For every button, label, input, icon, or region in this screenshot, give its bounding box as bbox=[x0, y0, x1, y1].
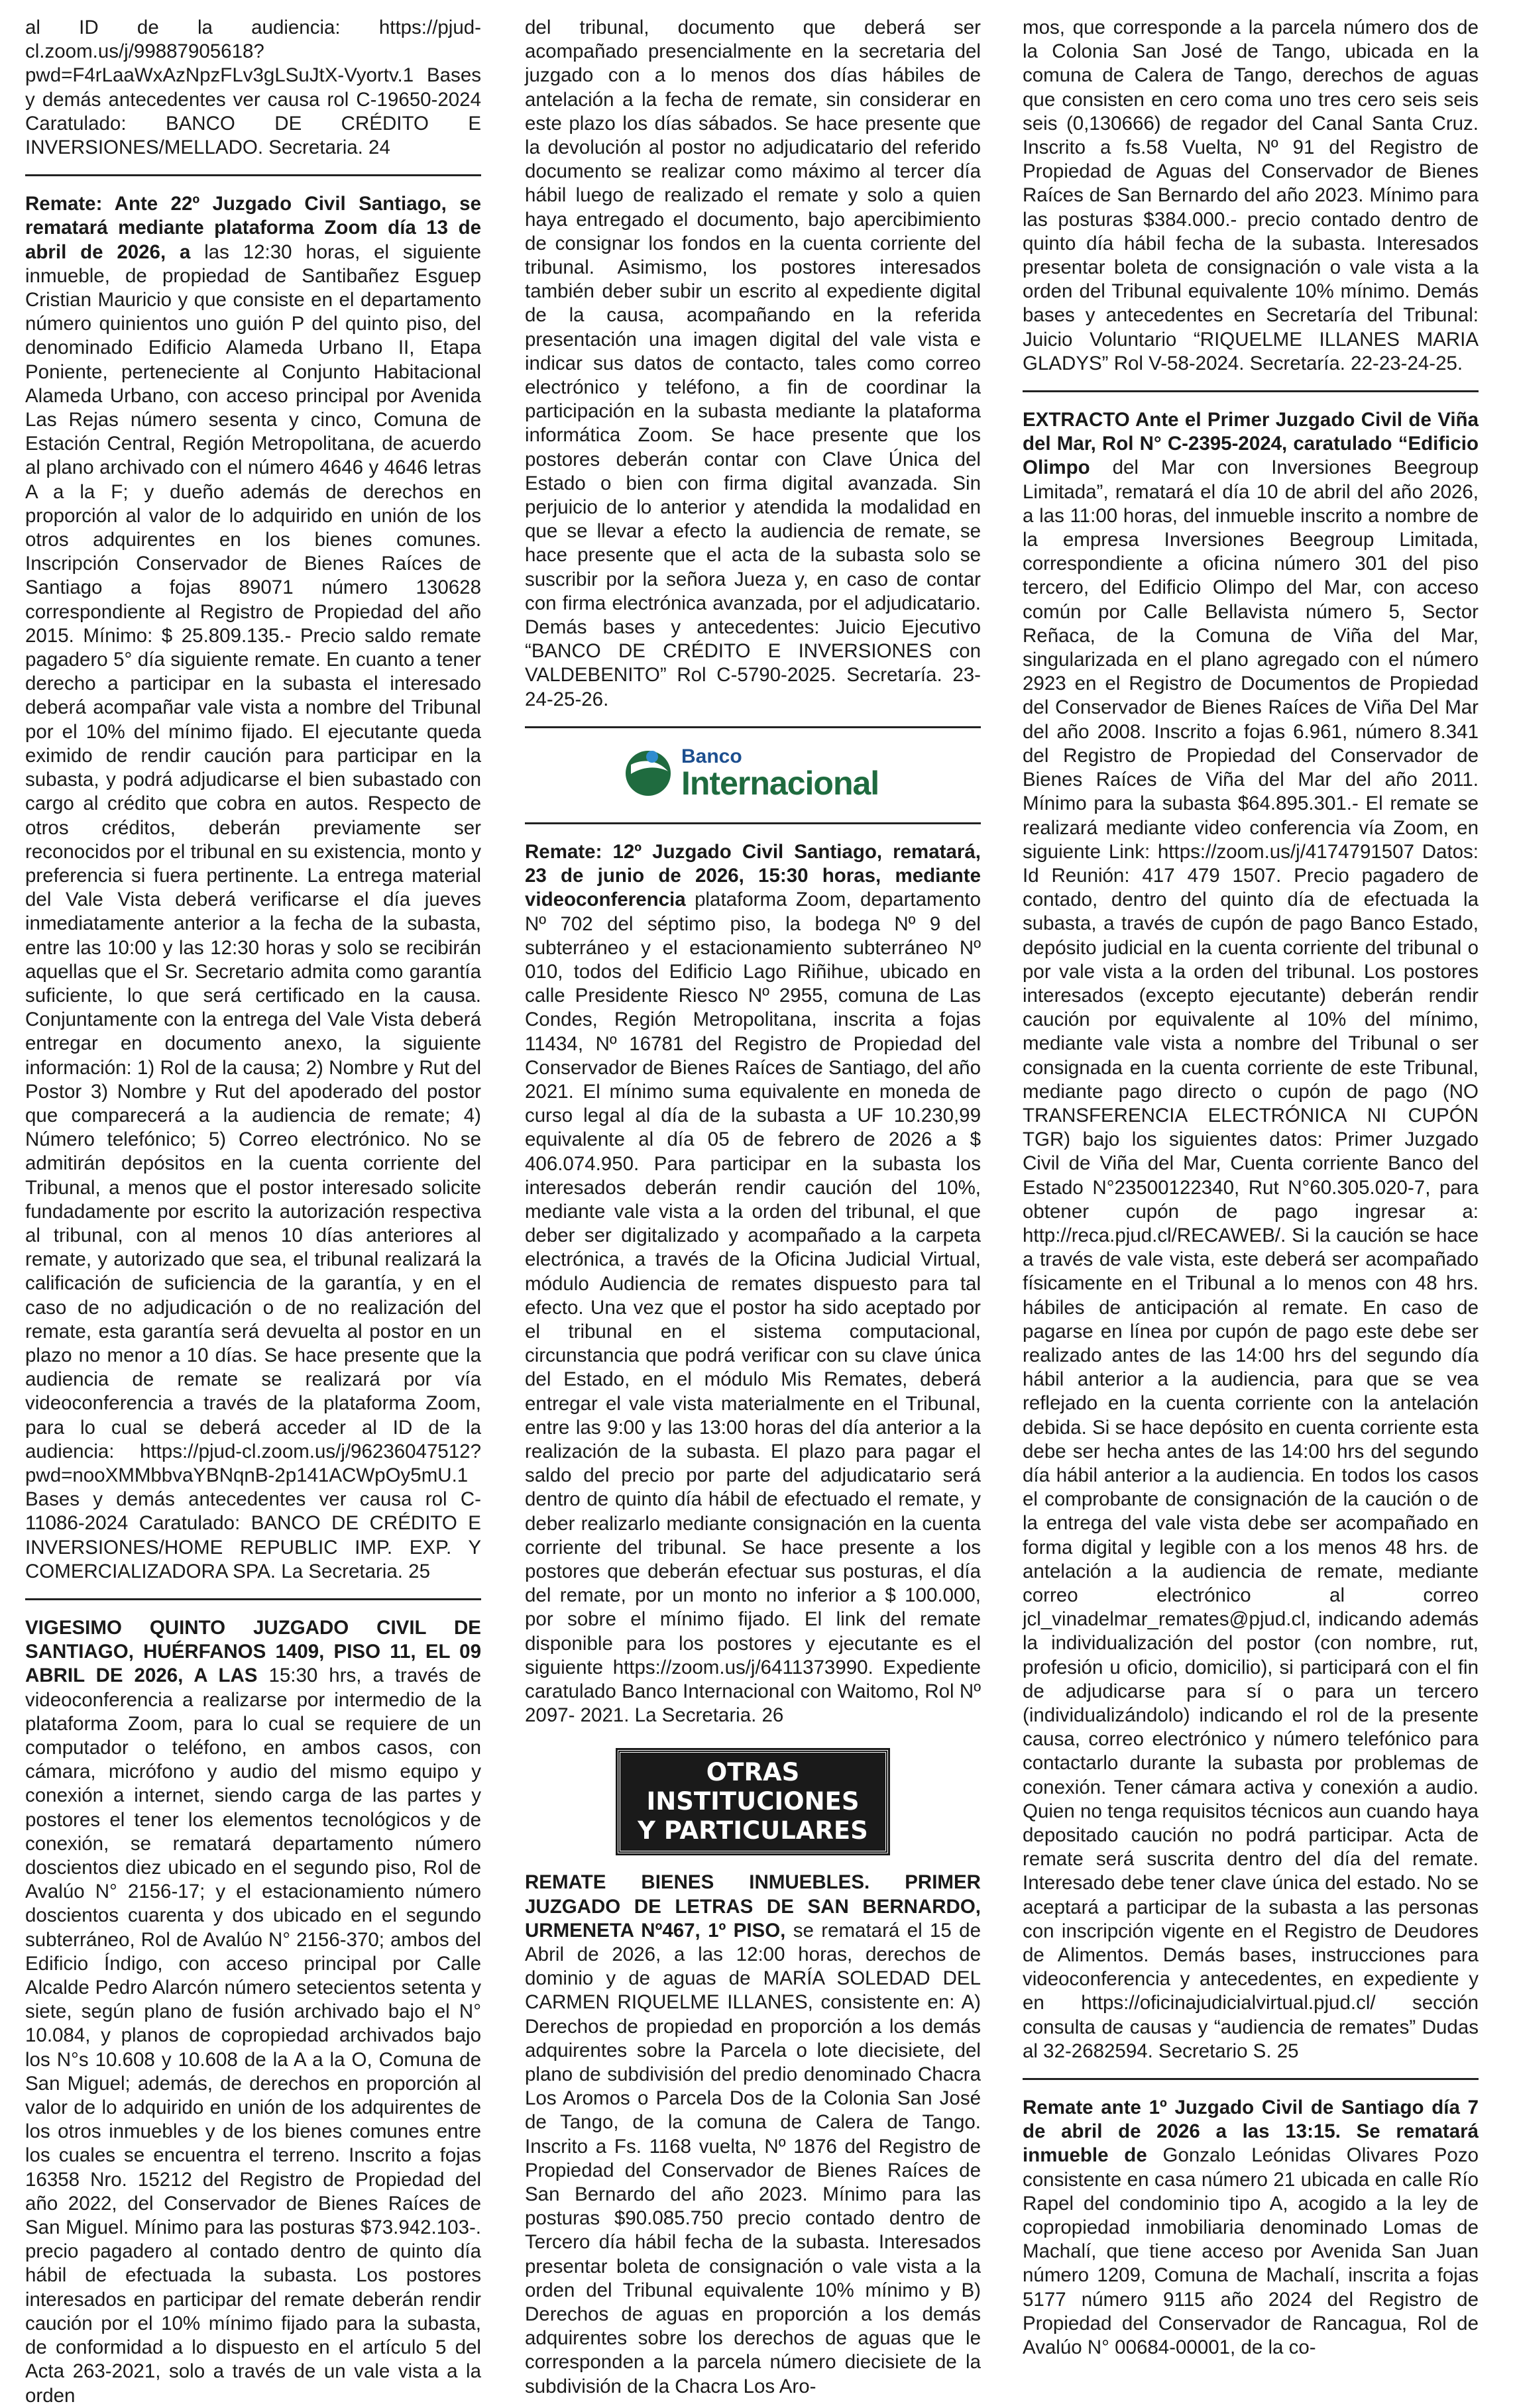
notice-body: mos, que corresponde a la parcela número dos de la Colonia San José de Tango, ubicada en la comuna de Calera de Tango, derechos de aguas que consisten en cero coma uno tres cero seis seis seis (0,130666) de regador del Canal Santa Cruz. Inscrito a fs.58 Vuelta, Nº 91 del Registro de Propiedad de Aguas del Conservador de Bienes Raíces de San Bernardo del año 2023. Mínimo para las posturas $384.000.- precio contado dentro de quinto día hábil fecha de la subasta. Interesados presentar boleta de consignación o vale vista a la orden del Tribunal equivalente 10% mínimo. Demás bases y antecedentes en Secretaría del Tribunal: Juicio Voluntario “RIQUELME ILLANES MARIA GLADYS” Rol V-58-2024. Secretaría. 22-23-24-25. bbox=[1023, 17, 1479, 374]
notice-heading: Remate: 12º Juzgado Civil Santiago, rematará, 23 de junio de 2026, 15:30 horas, mediante videoconferencia bbox=[525, 840, 981, 911]
notice bbox=[25, 16, 481, 160]
section-header-line-2: Y PARTICULARES bbox=[638, 1816, 868, 1845]
banco-internacional-logo bbox=[624, 739, 981, 808]
notice bbox=[525, 840, 981, 1728]
notice bbox=[525, 16, 981, 712]
notice-body: al ID de la audiencia: https://pjud-cl.zoom.us/j/99887905618?pwd=F4rLaaWxAzNpzFLv3gLSuJtX-Vyortv.1 Bases y demás antecedentes ver causa rol C-19650-2024 Caratulado: BANCO DE CRÉDITO E INVERSIONES/MELLADO. Secretaria. 24 bbox=[25, 17, 481, 159]
section-header bbox=[618, 1750, 888, 1853]
notice-body: se rematará el 15 de Abril de 2026, a las 12:00 horas, derechos de dominio y de aguas de MARÍA SOLEDAD DEL CARMEN RIQUELME ILLANES, consistente en: A) Derechos de propiedad en proporción a los demás adquirentes sobre la Parcela o lote diecisiete, del plano de subdivisión del predio denominado Chacra Los Aromos o Parcela Dos de la Colonia San José de Tango, de la comuna de Calera de Tango. Inscrito a Fs. 1168 vuelta, Nº 1876 del Registro de Propiedad del Conservador de Bienes Raíces de San Bernardo del año 2023. Mínimo para las posturas $90.085.750 precio contado dentro de Tercero día hábil fecha de la subasta. Interesados presentar boleta de consignación o vale vista a la orden del Tribunal equivalente 10% mínimo y B) Derechos de aguas en proporción a los demás adquirentes sobre los derechos de aguas que le corresponden a la parcela número diecisiete de la subdivisión de la Chacra Los Aro- bbox=[525, 1919, 981, 2397]
notice-heading: VIGESIMO QUINTO JUZGADO CIVIL DE SANTIAGO, HUÉRFANOS 1409, PISO 11, EL 09 ABRIL DE 2026, A LAS bbox=[25, 1617, 481, 1687]
column-1 bbox=[25, 16, 481, 2408]
notice-heading: REMATE BIENES INMUEBLES. PRIMER JUZGADO DE LETRAS DE SAN BERNARDO, URMENETA Nº467, 1º PISO, bbox=[525, 1871, 981, 1942]
divider bbox=[25, 1598, 481, 1600]
column-2 bbox=[525, 16, 981, 2399]
section-header-line-1: OTRAS INSTITUCIONES bbox=[646, 1758, 860, 1816]
notice-body: las 12:30 horas, el siguiente inmueble, de propiedad de Santibañez Esguep Cristian Mauricio y que consiste en el departamento número quinientos uno guión P del quinto piso, del denominado Edificio Alameda Urbano II, Etapa Poniente, perteneciente al Conjunto Habitacional Alameda Urbano, con acceso principal por Avenida Las Rejas número sesenta y cinco, Comuna de Estación Central, Región Metropolitana, de acuerdo al plano archivado con el número 4646 y 4646 letras A a la F; y dueño además de derechos en proporción al valor de lo adquirido en unión de los otros adquirentes en los bienes comunes. Inscripción Conservador de Bienes Raíces de Santiago a fojas 89071 número 130628 correspondiente al Registro de Propiedad del año 2015. Mínimo: $ 25.809.135.- Precio saldo remate pagadero 5° día siguiente remate. En cuanto a tener derecho a participar en la subasta el interesado deberá acompañar vale vista a nombre del Tribunal por el 10% del mínimo fijado. El ejecutante queda eximido de rendir caución para participar en la subasta, y podrá adjudicarse el bien subastado con cargo al crédito que cobra en autos. Respecto de otros créditos, deberán previamente ser reconocidos por el tribunal en su existencia, monto y preferencia si fuera pertinente. La entrega material del Vale Vista deberá verificarse el día jueves inmediatamente anterior a la fecha de la subasta, entre las 10:00 y las 12:30 horas y solo se recibirán aquellas que el Sr. Secretario admita como garantía suficiente, lo que será certificado en la causa. Conjuntamente con la entrega del Vale Vista deberá entregar en documento anexo, la siguiente información: 1) Rol de la causa; 2) Nombre y Rut del Postor 3) Nombre y Rut del apoderado del postor que comparecerá a la audiencia de remate; 4) Número telefónico; 5) Correo electrónico. No se admitirán depósitos en la cuenta corriente del Tribunal, a menos que el postor interesado solicite fundadamente por escrito la autorización respectiva al tribunal, con al menos 10 días anteriores al remate, y autorizado que sea, el tribunal realizará la calificación de suficiencia de la garantía, y en el caso de no adjudicación o de no realización del remate, esta garantía será devuelta al postor en un plazo no menor a 10 días. Se hace presente que la audiencia de remate se realizará por vía videoconferencia a través de la plataforma Zoom, para lo cual se deberá acceder al ID de la audiencia: https://pjud-cl.zoom.us/j/96236047512?pwd=nooXMMbbvaYBNqnB-2p141ACWpOy5mU.1 Bases y demás antecedentes ver causa rol C-11086-2024 Caratulado: BANCO DE CRÉDITO E INVERSIONES/HOME REPUBLIC IMP. EXP. Y COMERCIALIZADORA SPA. La Secretaria. 25 bbox=[25, 241, 481, 1582]
logo-line-2: Internacional bbox=[681, 764, 879, 802]
notice-heading: Remate ante 1º Juzgado Civil de Santiago día 7 de abril de 2026 a las 13:15. Se rematará inmueble de bbox=[1023, 2097, 1479, 2167]
column-3 bbox=[1023, 16, 1479, 2360]
notice bbox=[525, 1871, 981, 2398]
divider bbox=[1023, 390, 1479, 392]
logo-line-1: Banco bbox=[681, 745, 742, 767]
divider bbox=[1023, 2078, 1479, 2080]
bank-emblem-icon bbox=[624, 745, 672, 802]
notice-body: plataforma Zoom, departamento Nº 702 del séptimo piso, la bodega Nº 9 del subterráneo y el estacionamiento subterráneo Nº 010, todos del Edificio Lago Riñihue, ubicado en calle Presidente Riesco Nº 2955, comuna de Las Condes, Región Metropolitana, inscrita a fojas 11434, Nº 16781 del Registro de Propiedad del Conservador de Bienes Raíces de Santiago, del año 2021. El mínimo suma equivalente en moneda de curso legal al día de la subasta a UF 10.230,99 equivalente al día 05 de febrero de 2026 a $ 406.074.950. Para participar en la subasta los interesados deberán rendir caución del 10%, mediante vale vista a la orden del tribunal, el que deber ser digitalizado y acompañado a la carpeta electrónica, a través de la Oficina Judicial Virtual, módulo Audiencia de remates dispuesto para tal efecto. Una vez que el postor ha sido aceptado por el tribunal en el sistema computacional, circunstancia que podrá verificar con su clave única del Estado, en el módulo Mis Remates, deberá entregar el vale vista materialmente en el Tribunal, entre las 9:00 y las 13:00 horas del día anterior a la realización de la subasta. El plazo para pagar el saldo del precio por parte del adjudicatario será dentro de quinto día hábil de efectuado el remate, y deber realizarlo mediante consignación en la cuenta corriente del tribunal. Se hace presente a los postores que deberán efectuar sus posturas, el día del remate, por un monto no inferior a $ 100.000, por sobre el mínimo fijado. El link del remate disponible para los postores y ejecutante es el siguiente https://zoom.us/j/6411373990. Expediente caratulado Banco Internacional con Waitomo, Rol Nº 2097- 2021. La Secretaria. 26 bbox=[525, 889, 981, 1727]
notice bbox=[25, 192, 481, 1584]
divider bbox=[25, 174, 481, 176]
notice bbox=[1023, 16, 1479, 376]
notice bbox=[1023, 408, 1479, 2063]
divider bbox=[525, 726, 981, 728]
notice-body: del Mar con Inversiones Beegroup Limitada”, rematará el día 10 de abril del año 2026, a las 11:00 horas, del inmueble inscrito a nombre de la empresa Inversiones Beegroup Limitada, correspondiente a oficina número 301 del piso tercero, del Edificio Olimpo del Mar, con acceso común por Calle Bellavista número 5, Sector Reñaca, de la Comuna de Viña del Mar, singularizada en el plano agregado con el número 2923 en el Registro de Documentos de Propiedad del Conservador de Bienes Raíces de Viña Del Mar del año 2008. Inscrito a fojas 6.961, número 8.341 del Registro de Propiedad del Conservador de Bienes Raíces de Viña del Mar del año 2011. Mínimo para la subasta $64.895.301.- El remate se realizará mediante video conferencia vía Zoom, en siguiente Link: https://zoom.us/j/4174791507 Datos: Id Reunión: 417 479 1507. Precio pagadero de contado, dentro del quinto día de efectuada la subasta, a través de cupón de pago Banco Estado, depósito judicial en la cuenta corriente del tribunal o por vale vista a la orden del tribunal. Los postores interesados (excepto ejecutante) deberán rendir caución por equivalente al 10% del mínimo, mediante vale vista a nombre del Tribunal o ser consignada en la cuenta corriente de este Tribunal, mediante pago directo o cupón de pago (NO TRANSFERENCIA ELECTRÓNICA NI CUPÓN TGR) bajo los siguientes datos: Primer Juzgado Civil de Viña del Mar, Cuenta corriente Banco del Estado N°23500122340, Rut N°60.305.020-7, para obtener cupón de pago ingresar a: http://reca.pjud.cl/RECAWEB/. Si la caución se hace a través de vale vista, este deberá ser acompañado físicamente en el Tribunal a lo menos con 48 hrs. hábiles de anticipación al remate. En caso de pagarse en línea por cupón de pago este debe ser realizado antes de las 14:00 hrs del segundo día hábil anterior a la audiencia, para que se vea reflejado en la cuenta corriente con la antelación debida. Si se hace depósito en cuenta corriente esta debe ser hecha antes de las 14:00 hrs del segundo día hábil anterior a la audiencia. En todos los casos el comprobante de consignación de la caución o de la entrega del vale vista debe ser acompañado en forma digital y legible con a los menos 48 hrs. de antelación a la audiencia de remate, mediante correo electrónico al correo jcl_vinadelmar_remates@pjud.cl, indicando además la individualización del postor (con nombre, rut, profesión u oficio, domicilio), si participará con el fin de adjudicarse para sí o para un tercero (individualizándolo) indicando el rol de la presente causa, correo electrónico y número telefónico para contactarlo durante la subasta por problemas de conexión. Tener cámara activa y conexión a audio. Quien no tenga requisitos técnicos aun cuando haya depositado caución no podrá participar. Acta de remate será suscrita dentro del día del remate. Interesado debe tener clave única del estado. No se aceptará a participar de la subasta a las personas con inscripción vigente en el Registro de Deudores de Alimentos. Demás bases, instrucciones para videoconferencia y antecedentes, en expediente y en https://oficinajudicialvirtual.pjud.cl/ sección consulta de causas y “audiencia de remates” Dudas al 32-2682594. Secretario S. 25 bbox=[1023, 457, 1479, 2062]
notice-body: 15:30 hrs, a través de videoconferencia a realizarse por intermedio de la plataforma Zoom, para lo cual se requiere de un computador o teléfono, en ambos casos, con cámara, micrófono y audio del mismo equipo y conexión a internet, siendo carga de las partes y postores el tener los elementos tecnológicos y de conexión, se rematará departamento número doscientos diez ubicado en el segundo piso, Rol de Avalúo N° 2156-17; y el estacionamiento número doscientos cuarenta y dos ubicado en el segundo subterráneo, Rol de Avalúo N° 2156-370; ambos del Edificio Índigo, con acceso principal por Calle Alcalde Pedro Alarcón número setecientos setenta y siete, según plano de fusión archivado bajo el N° 10.084, y planos de copropiedad archivados bajo los N°s 10.608 y 10.608 de la A a la O, Comuna de San Miguel; además, de derechos en proporción al valor de lo adquirido en unión de los adquirentes de los otros inmuebles y de los bienes comunes entre los cuales se encuentra el terreno. Inscrito a fojas 16358 Nro. 15212 del Registro de Propiedad del año 2022, del Conservador de Bienes Raíces de San Miguel. Mínimo para las posturas $73.942.103-. precio pagadero al contado dentro de quinto día hábil de efectuada la subasta. Los postores interesados en participar del remate deberán rendir caución por el 10% mínimo fijado para la subasta, de conformidad a lo dispuesto en el artículo 5 del Acta 263-2021, solo a través de un vale vista a la orden bbox=[25, 1665, 481, 2407]
notice bbox=[1023, 2096, 1479, 2360]
notice-heading: EXTRACTO Ante el Primer Juzgado Civil de Viña del Mar, Rol N° C-2395-2024, caratulado “Edificio Olimpo bbox=[1023, 409, 1479, 479]
notice bbox=[25, 1616, 481, 2408]
notice-body: Gonzalo Leónidas Olivares Pozo consistente en casa número 21 ubicada en calle Río Rapel del condominio tipo A, acogido a la ley de copropiedad inmobiliaria denominado Lomas de Machalí, que tiene acceso por Avenida San Juan número 1209, Comuna de Machalí, inscrita a fojas 5177 número 9115 año 2024 del Registro de Propiedad del Conservador de Rancagua, Rol de Avalúo N° 00684-00001, de la co- bbox=[1023, 2144, 1479, 2359]
notice-heading: Remate: Ante 22º Juzgado Civil Santiago, se rematará mediante plataforma Zoom día 13 de abril de 2026, a bbox=[25, 193, 481, 263]
divider bbox=[525, 822, 981, 824]
notice-body: del tribunal, documento que deberá ser acompañado presencialmente en la secretaria del juzgado con a lo menos dos días hábiles de antelación a la fecha de remate, sin considerar en este plazo los días sábados. Se hace presente que la devolución al postor no adjudicatario del referido documento se realizar como máximo al tercer día hábil luego de realizado el remate y solo a quien haya entregado el documento, bajo apercibimiento de consignar los fondos en la cuenta corriente del tribunal. Asimismo, los postores interesados también deber subir un escrito al expediente digital de la causa, acompañando en la referida presentación una imagen digital del vale vista e indicar sus datos de contacto, tales como correo electrónico y teléfono, a fin de coordinar la participación en la subasta mediante la plataforma informática Zoom. Se hace presente que los postores deberán contar con Clave Única del Estado o bien con firma digital avanzada. Sin perjuicio de lo anterior y atendida la modalidad en que se llevar a efecto la audiencia de remate, se hace presente que el acta de la subasta solo se suscribir por la señora Jueza y, en caso de contar con firma electrónica avanzada, por el adjudicatario. Demás bases y antecedentes: Juicio Ejecutivo “BANCO DE CRÉDITO E INVERSIONES con VALDEBENITO” Rol C-5790-2025. Secretaría. 23-24-25-26. bbox=[525, 17, 981, 710]
